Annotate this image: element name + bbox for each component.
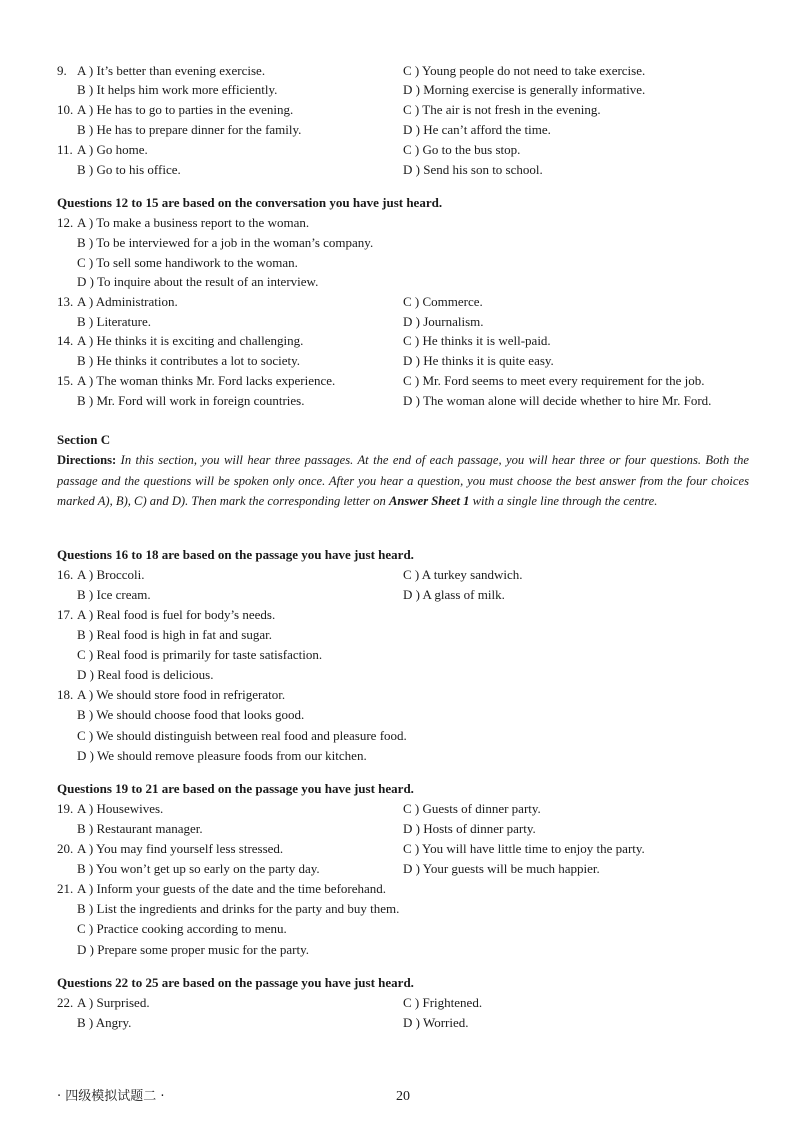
option-a: A ) Housewives. xyxy=(77,801,164,816)
option-c: C ) You will have little time to enjoy the party. xyxy=(403,841,645,856)
option-c: C ) Frightened. xyxy=(403,995,483,1010)
option-b: B ) It helps him work more efficiently. xyxy=(77,82,278,97)
option-d: D ) Your guests will be much happier. xyxy=(403,861,600,876)
option-d: D ) Journalism. xyxy=(403,314,484,329)
directions-text: In this section, you will hear three passages. At the end of each passage, you will hear three or four questions. Both the passage and the questions will be spoken only once. After you hear a question, you must choose the best answer from the four choices marked A), B), C) and D). Then mark the corresponding letter on xyxy=(57,453,749,508)
option-a: A ) Broccoli. xyxy=(77,567,145,582)
option-b: B ) To be interviewed for a job in the woman’s company. xyxy=(77,235,374,250)
option-a: A ) Go home. xyxy=(77,142,148,157)
option-c: C ) The air is not fresh in the evening. xyxy=(403,102,601,117)
option-c: C ) Practice cooking according to menu. xyxy=(77,921,287,936)
page-number: 20 xyxy=(396,1089,410,1104)
option-b: B ) Angry. xyxy=(77,1015,132,1030)
question-number: 9. xyxy=(57,63,67,78)
option-d: D ) Hosts of dinner party. xyxy=(403,821,536,836)
question-number: 19. xyxy=(57,801,74,816)
option-d: D ) We should remove pleasure foods from our kitchen. xyxy=(77,748,367,763)
directions-text-end: with a single line through the centre. xyxy=(472,494,658,508)
option-c: C ) Commerce. xyxy=(403,294,483,309)
option-a: A ) He has to go to parties in the evening. xyxy=(77,102,294,117)
question-number: 11. xyxy=(57,142,73,157)
option-a: A ) Inform your guests of the date and the time beforehand. xyxy=(77,881,387,896)
question-number: 21. xyxy=(57,881,74,896)
option-c: C ) We should distinguish between real food and pleasure food. xyxy=(77,728,407,743)
option-c: C ) Mr. Ford seems to meet every requirement for the job. xyxy=(403,373,705,388)
option-b: B ) We should choose food that looks good. xyxy=(77,707,305,722)
option-d: D ) Worried. xyxy=(403,1015,469,1030)
question-number: 13. xyxy=(57,294,74,309)
option-b: B ) Literature. xyxy=(77,314,151,329)
question-number: 20. xyxy=(57,841,74,856)
answer-sheet-ref: Answer Sheet 1 xyxy=(388,494,470,508)
option-c: C ) A turkey sandwich. xyxy=(403,567,523,582)
option-c: C ) To sell some handiwork to the woman. xyxy=(77,255,298,270)
option-a: A ) The woman thinks Mr. Ford lacks experience. xyxy=(77,373,336,388)
option-a: A ) Real food is fuel for body’s needs. xyxy=(77,607,276,622)
questions-12-15-heading: Questions 12 to 15 are based on the conversation you have just heard. xyxy=(57,195,443,210)
question-number: 16. xyxy=(57,567,74,582)
option-d: D ) Prepare some proper music for the party. xyxy=(77,942,309,957)
question-number: 15. xyxy=(57,373,74,388)
option-c: C ) Young people do not need to take exercise. xyxy=(403,63,646,78)
option-a: A ) Administration. xyxy=(77,294,178,309)
option-a: A ) To make a business report to the woman. xyxy=(77,215,310,230)
option-d: D ) A glass of milk. xyxy=(403,587,505,602)
section-c-title: Section C xyxy=(57,432,111,447)
option-b: B ) Mr. Ford will work in foreign countries. xyxy=(77,393,305,408)
option-c: C ) Real food is primarily for taste satisfaction. xyxy=(77,647,323,662)
question-number: 14. xyxy=(57,333,74,348)
option-d: D ) Send his son to school. xyxy=(403,162,543,177)
option-d: D ) Morning exercise is generally informative. xyxy=(403,82,646,97)
option-b: B ) You won’t get up so early on the party day. xyxy=(77,861,320,876)
question-number: 10. xyxy=(57,102,74,117)
question-number: 22. xyxy=(57,995,74,1010)
option-a: A ) Surprised. xyxy=(77,995,150,1010)
option-b: B ) Real food is high in fat and sugar. xyxy=(77,627,272,642)
option-a: A ) He thinks it is exciting and challenging. xyxy=(77,333,304,348)
footer-test-title: · 四级模拟试题二 · xyxy=(57,1089,165,1104)
option-b: B ) He thinks it contributes a lot to society. xyxy=(77,353,301,368)
questions-19-21-heading: Questions 19 to 21 are based on the passage you have just heard. xyxy=(57,781,414,796)
option-b: B ) He has to prepare dinner for the family. xyxy=(77,122,302,137)
option-d: D ) To inquire about the result of an interview. xyxy=(77,274,319,289)
questions-22-25-heading: Questions 22 to 25 are based on the passage you have just heard. xyxy=(57,975,414,990)
option-b: B ) List the ingredients and drinks for the party and buy them. xyxy=(77,901,400,916)
option-a: A ) You may find yourself less stressed. xyxy=(77,841,284,856)
questions-16-18-heading: Questions 16 to 18 are based on the passage you have just heard. xyxy=(57,547,414,562)
option-c: C ) He thinks it is well-paid. xyxy=(403,333,551,348)
option-d: D ) He can’t afford the time. xyxy=(403,122,551,137)
option-c: C ) Go to the bus stop. xyxy=(403,142,521,157)
option-d: D ) He thinks it is quite easy. xyxy=(403,353,554,368)
option-b: B ) Restaurant manager. xyxy=(77,821,203,836)
option-b: B ) Ice cream. xyxy=(77,587,151,602)
option-d: D ) Real food is delicious. xyxy=(77,667,214,682)
question-number: 12. xyxy=(57,215,74,230)
option-b: B ) Go to his office. xyxy=(77,162,181,177)
question-number: 18. xyxy=(57,687,74,702)
directions-label: Directions: xyxy=(57,453,117,467)
option-c: C ) Guests of dinner party. xyxy=(403,801,541,816)
section-c-directions xyxy=(57,450,749,512)
option-a: A ) It’s better than evening exercise. xyxy=(77,63,266,78)
option-a: A ) We should store food in refrigerator. xyxy=(77,687,286,702)
option-d: D ) The woman alone will decide whether to hire Mr. Ford. xyxy=(403,393,712,408)
question-number: 17. xyxy=(57,607,74,622)
